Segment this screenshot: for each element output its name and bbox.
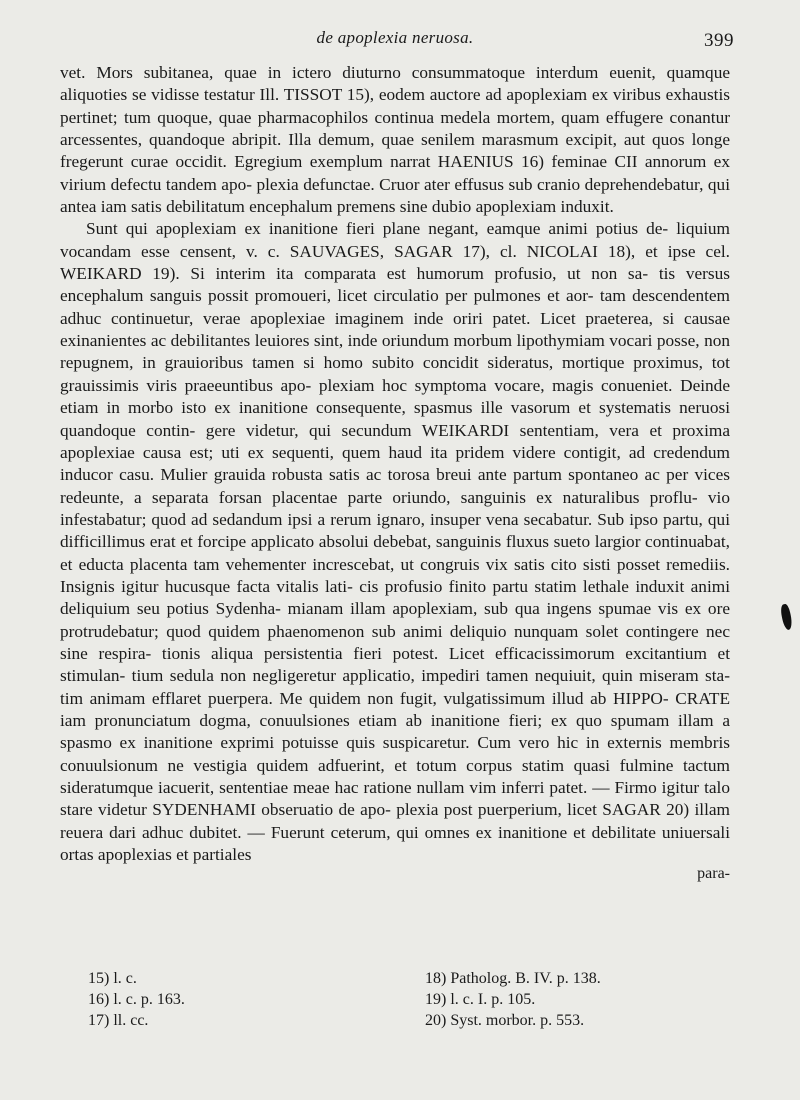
text-line: quidem phaenomenon sub animi deliquio nunquam solet contingere nec sine respira- [60, 621, 730, 663]
paragraph [60, 62, 730, 218]
text-line: vim inferri patet. — Firmo igitur talo stare videtur SYDENHAMI obseruatio de apo- [60, 778, 730, 820]
text-line: inanitione consequente, spasmus ille vasorum et systematis neruosi quandoque contin- [60, 398, 730, 440]
text-line: tim animam efflaret puerpera. Me quidem non fugit, vulgatissimum illud ab HIPPO- [60, 688, 669, 708]
paragraph [60, 218, 730, 866]
text-line: congruis vix satis cito sisti posset remediis. Insignis igitur hucusque facta vitalis lati- [60, 554, 730, 596]
footnotes-left-column [88, 968, 328, 1031]
text-line: debilitatum encephalum premens sine dubio apoplexiam induxit. [166, 197, 614, 217]
text-line: tionis aliqua persistentia fieri potest. Licet efficacissimorum excitantium et stimulan- [60, 643, 731, 686]
text-line: ipse cel. WEIKARD 19). Si interim ita comparata est humorum profusio, ut non sa- [60, 241, 731, 284]
text-line: est; uti ex sequenti, quem haud ita pridem videre contigit, ad credendum inducor [60, 442, 730, 485]
text-line: gere videtur, qui secundum WEIKARDI sententiam, vera et proxima apoplexiae causa [60, 420, 730, 462]
footnote: 18) Patholog. B. IV. p. 138. [425, 970, 601, 987]
text-line: tium sedula non negligeretur applicatio, impediri tamen nequiuit, quin miseram sta- [131, 666, 730, 686]
text-line: spumam illam a spasmo ex inanitione exprimi potuisse quis suspicaretur. Cum vero [60, 710, 730, 753]
footnote: 16) l. c. p. 163. [88, 991, 185, 1008]
footnote: 17) ll. cc. [88, 1012, 149, 1029]
text-line: quamque aliquoties se vidisse testatur Ill. TISSOT 15), eodem auctore ad apoplexiam [60, 63, 731, 105]
text-line: tis versus encephalum sanguis possit promoueri, licet circulatio per pulmones et aor- [60, 264, 731, 306]
text-line: exemplum narrat HAENIUS 16) feminae CII annorum ex virium defectu tandem apo- [60, 152, 730, 194]
text-line: vio infestabatur; quod ad sedandum ipsi a rerum ignaro, insuper vena secabatur. [60, 487, 730, 529]
catchword: para- [697, 865, 730, 883]
text-line: tam descendentem adhuc continuetur, verae apoplexiae imaginem inde oriri patet. [60, 286, 731, 328]
text-line: Licet praeterea, si causae exinanientes ac debilitantes leuiores sint, inde oriundum [60, 308, 730, 351]
text-line: plexia defunctae. Cruor ater effusus sub cranio deprehendebatur, qui antea iam satis [60, 174, 730, 217]
text-line: cis profusio finito partu statim lethale induxit animi deliquium seu potius Sydenha- [60, 576, 730, 619]
text-line: vet. Mors subitanea, quae in ictero diuturno consummatoque interdum euenit, [60, 63, 656, 82]
text-line: fluxus sueto largior continuabat, et educta placenta tam vehementer increscebat, ut [60, 532, 730, 574]
text-line: redeunte, a separata forsan placentae parte oriundo, sanguinis ex naturalibus proflu- [60, 487, 698, 507]
running-title: de apoplexia neruosa. [316, 28, 474, 47]
body-text [60, 62, 730, 866]
text-line: mianam illam apoplexiam, sub qua ingens spumae vis ex ore protrudebatur; quod [60, 599, 730, 641]
page-number: 399 [704, 30, 734, 51]
text-line: Sunt qui apoplexiam ex inanitione fieri plane negant, eamque animi potius de- [86, 219, 669, 239]
text-line: casu. Mulier grauida robusta satis ac torosa breui ante partum spontaneo ac per vices [119, 465, 730, 485]
text-line: hic in externis membris conuulsionum ne vestigia quidem adfuerint, et totum corpus [60, 733, 730, 775]
text-line: ex viribus exhaustis pertinet; tum quoque, quae pharmacophilos continua medela [60, 85, 730, 127]
text-line: statim quasi fulmine tactum sideratumque iacuerit, sententiae meae hac ratione nullam [60, 755, 730, 797]
text-line: subito concidit sideratus, mortique proximus, tot grauissimis viris praeeuntibus apo- [60, 353, 730, 395]
text-line: CRATE iam pronunciatum dogma, conuulsiones etiam ab inanitione fieri; ex quo [60, 688, 730, 730]
text-line: Sub ipso partu, qui difficillimus erat et forcipe applicato absolui debebat, sanguinis [60, 509, 730, 552]
text-line: ceterum, qui omnes ex inanitione et debilitate uniuersali ortas apoplexias et partiales [60, 822, 731, 865]
text-line: liquium vocandam esse censent, v. c. SAUVAGES, SAGAR 17), cl. NICOLAI 18), et [60, 219, 730, 261]
text-line: quae senilem marasmum excipit, aut quos longe fregerunt curae occidit. Egregium [60, 130, 731, 172]
text-line: mortem, quam effugere conantur arcessentes, quandoque abripit. Illa demum, [60, 107, 730, 150]
running-head [60, 22, 734, 54]
footnotes-right-column [425, 968, 685, 1031]
text-line: plexiam hoc symptoma vocare, magis conueniet. Deinde etiam in morbo isto ex [60, 375, 730, 418]
footnote: 15) l. c. [88, 970, 137, 987]
text-line: morbum lipothymiam vocari posse, non repugnem, in grauioribus tamen si homo [60, 331, 730, 373]
ink-blot [779, 603, 793, 630]
footnote: 19) l. c. I. p. 105. [425, 991, 536, 1008]
footnote: 20) Syst. morbor. p. 553. [425, 1012, 585, 1029]
text-line: plexia post puerperium, licet SAGAR 20) illam reuera dari adhuc dubitet. — Fuerunt [60, 800, 730, 842]
